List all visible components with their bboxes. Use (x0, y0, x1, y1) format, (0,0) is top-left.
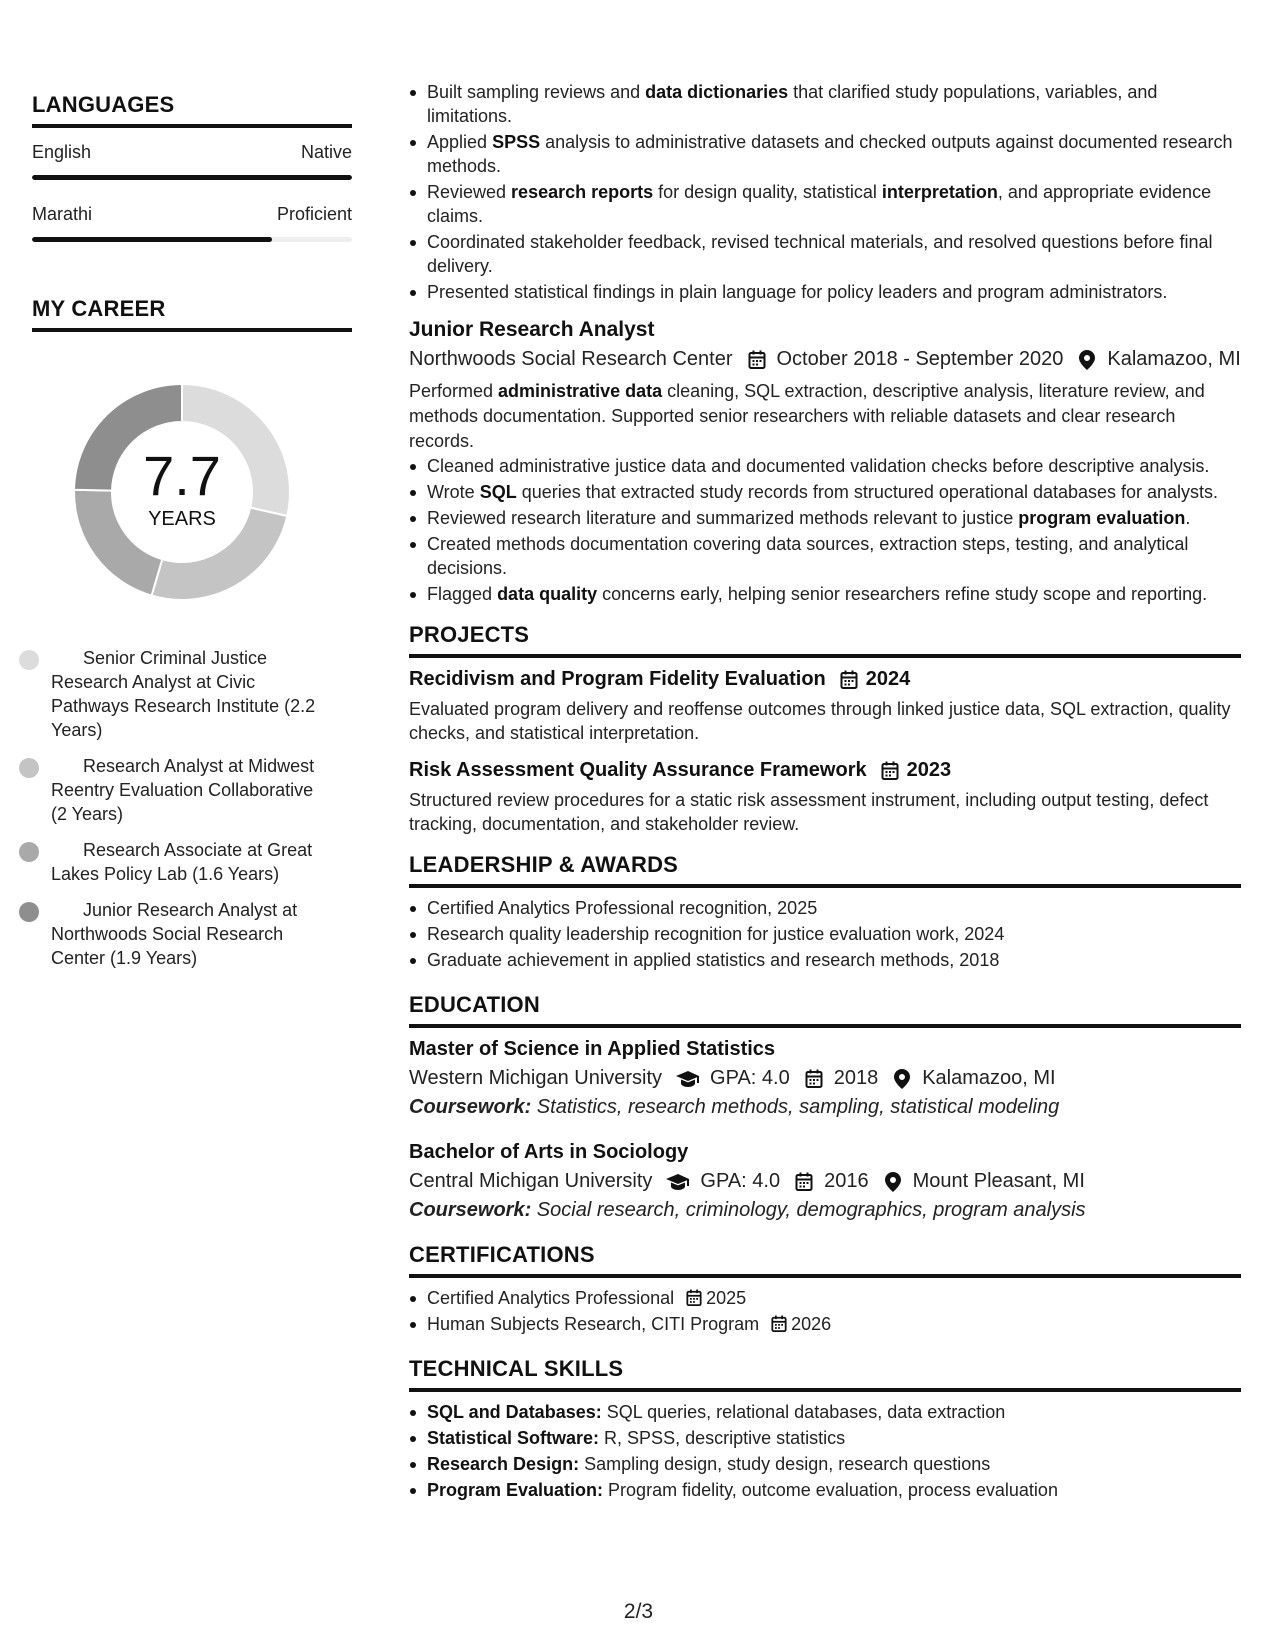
legend-label: Senior Criminal Justice Research Analyst at Civic Pathways Research Institute (2.2 Years) (51, 648, 316, 740)
location-pin-icon (892, 1069, 912, 1089)
legend-dot (19, 902, 39, 922)
education-meta (409, 1170, 1241, 1193)
job-summary (409, 379, 1241, 454)
bullet-item (409, 532, 1241, 580)
bullet-item (409, 130, 1241, 178)
project-title (409, 759, 1241, 782)
legend-dot (19, 842, 39, 862)
job-company: Northwoods Social Research Center (409, 348, 733, 370)
job-meta (409, 348, 1241, 371)
legend-item (51, 646, 322, 742)
calendar-icon (747, 350, 767, 370)
skill-item (409, 1452, 1241, 1476)
education-meta (409, 1067, 1241, 1090)
education-heading: EDUCATION (409, 992, 1241, 1028)
certification-item (409, 1286, 1241, 1310)
language-name: English (32, 142, 92, 162)
graduation-year: 2018 (833, 1067, 879, 1089)
certifications-heading: CERTIFICATIONS (409, 1242, 1241, 1278)
bullet-item-emphasis: program evaluation (1018, 508, 1186, 528)
certification-year: 2025 (706, 1288, 747, 1308)
certification-name: Certified Analytics Professional (427, 1288, 675, 1308)
summary-emphasis: administrative data (498, 381, 663, 401)
bullet-item-text: Reviewed (427, 182, 512, 202)
bullet-item-emphasis: SQL (479, 482, 517, 502)
project-name: Risk Assessment Quality Assurance Framework (409, 759, 867, 781)
leadership-list (409, 896, 1241, 972)
bullet-item (409, 582, 1241, 606)
degree-title: Master of Science in Applied Statistics (409, 1038, 776, 1060)
bullet-item-text: . (1185, 508, 1191, 528)
school-name: Central Michigan University (409, 1170, 653, 1192)
bullet-item (409, 480, 1241, 504)
language-level: Proficient (276, 204, 352, 224)
coursework-label: Coursework: (409, 1096, 532, 1118)
bullet-item-emphasis: data dictionaries (645, 82, 789, 102)
legend-item (51, 838, 322, 886)
school-location: Mount Pleasant, MI (912, 1170, 1085, 1192)
skill-label: Research Design: (427, 1454, 580, 1474)
calendar-icon (686, 1289, 702, 1307)
skill-value: R, SPSS, descriptive statistics (599, 1428, 846, 1448)
bullet-item-text: for design quality, statistical (653, 182, 882, 202)
right-column (409, 80, 1241, 1504)
certification-name: Human Subjects Research, CITI Program (427, 1314, 760, 1334)
job-title: Junior Research Analyst (409, 318, 655, 341)
coursework-text: Statistics, research methods, sampling, statistical modeling (531, 1096, 1060, 1118)
previous-job-bullets (409, 80, 1241, 304)
skill-item (409, 1478, 1241, 1502)
bullet-item-text: Flagged (427, 584, 498, 604)
degree-title: Bachelor of Arts in Sociology (409, 1141, 689, 1163)
bullet-item-text: analysis to administrative datasets and checked outputs against documented research methods. (427, 132, 1233, 176)
job-location: Kalamazoo, MI (1107, 348, 1241, 370)
legend-dot (19, 758, 39, 778)
language-bar-fill (32, 237, 272, 242)
skill-label: Statistical Software: (427, 1428, 600, 1448)
bullet-item-text: Wrote (427, 482, 480, 502)
bullet-item-text: Coordinated stakeholder feedback, revised technical materials, and resolved questions before final delivery. (427, 232, 1213, 276)
graduation-cap-icon (666, 1172, 690, 1192)
page-number (0, 1600, 1275, 1624)
language-item (32, 204, 352, 242)
legend-label: Research Analyst at Midwest Reentry Evaluation Collaborative (2 Years) (51, 756, 315, 824)
donut-center (62, 372, 302, 612)
skill-value: Sampling design, study design, research questions (579, 1454, 991, 1474)
projects-heading: PROJECTS (409, 622, 1241, 658)
skills-heading: TECHNICAL SKILLS (409, 1356, 1241, 1392)
career-total-unit: YEARS (148, 507, 216, 530)
legend-label: Junior Research Analyst at Northwoods Social Research Center (1.9 Years) (51, 900, 298, 968)
coursework-label: Coursework: (409, 1199, 532, 1221)
bullet-item (409, 454, 1241, 478)
bullet-item-emphasis: data quality (497, 584, 598, 604)
bullet-item-text: , and appropriate evidence claims. (427, 182, 1212, 226)
language-level: Native (300, 142, 352, 162)
leadership-item: Certified Analytics Professional recognition, 2025 (409, 896, 1241, 920)
coursework (409, 1199, 1241, 1222)
calendar-icon (881, 761, 899, 781)
coursework-text: Social research, criminology, demographics, program analysis (531, 1199, 1086, 1221)
legend-item (51, 898, 322, 970)
bullet-item (409, 280, 1241, 304)
summary-text: cleaning, SQL extraction, descriptive analysis, literature review, and methods documentation. Supported senior researchers with reliable datasets and clear research records. (409, 381, 1205, 451)
calendar-icon (804, 1069, 824, 1089)
job-dates: October 2018 - September 2020 (776, 348, 1064, 370)
education-section (409, 992, 1241, 1222)
bullet-item (409, 180, 1241, 228)
language-bar-fill (32, 175, 352, 180)
languages-heading: LANGUAGES (32, 92, 352, 128)
calendar-icon (771, 1315, 787, 1333)
calendar-icon (794, 1172, 814, 1192)
leadership-item: Research quality leadership recognition for justice evaluation work, 2024 (409, 922, 1241, 946)
skill-item (409, 1400, 1241, 1424)
bullet-item-emphasis: research reports (511, 182, 654, 202)
project-year: 2024 (865, 668, 911, 690)
project-title (409, 668, 1241, 691)
job-bullets (409, 454, 1241, 606)
coursework (409, 1096, 1241, 1119)
career-donut-chart (62, 372, 302, 612)
skill-item (409, 1426, 1241, 1450)
skill-label: Program Evaluation: (427, 1480, 604, 1500)
bullet-item-text: Created methods documentation covering data sources, extraction steps, testing, and analytical decisions. (427, 534, 1189, 578)
gpa: GPA: 4.0 (700, 1170, 781, 1192)
bullet-item-text: queries that extracted study records from structured operational databases for analysts. (516, 482, 1219, 502)
career-total-years: 7.7 (143, 443, 221, 507)
project-description: Evaluated program delivery and reoffense outcomes through linked justice data, SQL extraction, quality checks, and statistical interpretation. (409, 699, 1231, 743)
language-item (32, 142, 352, 180)
skills-section (409, 1356, 1241, 1502)
bullet-item-text: Presented statistical findings in plain language for policy leaders and program administrators. (427, 282, 1168, 302)
bullet-item-emphasis: SPSS (492, 132, 541, 152)
gpa: GPA: 4.0 (710, 1067, 790, 1089)
location-pin-icon (1077, 350, 1097, 370)
left-column (32, 92, 352, 982)
language-name: Marathi (32, 204, 93, 224)
legend-dot (19, 650, 39, 670)
project-year: 2023 (906, 759, 952, 781)
project-description: Structured review procedures for a static risk assessment instrument, including output testing, defect tracking, documentation, and stakeholder review. (409, 790, 1209, 834)
skill-label: SQL and Databases: (427, 1402, 602, 1422)
leadership-item: Graduate achievement in applied statistics and research methods, 2018 (409, 948, 1241, 972)
leadership-heading: LEADERSHIP & AWARDS (409, 852, 1241, 888)
legend-item (51, 754, 322, 826)
language-bar (32, 237, 352, 242)
bullet-item-text: concerns early, helping senior researchers refine study scope and reporting. (597, 584, 1208, 604)
certification-item (409, 1312, 1241, 1336)
summary-text: Performed (409, 381, 499, 401)
certification-year: 2026 (791, 1314, 832, 1334)
leadership-section (409, 852, 1241, 972)
graduation-cap-icon (676, 1069, 700, 1089)
bullet-item (409, 80, 1241, 128)
bullet-item-text: that clarified study populations, variables, and limitations. (427, 82, 1158, 126)
bullet-item (409, 230, 1241, 278)
school-location: Kalamazoo, MI (922, 1067, 1056, 1089)
bullet-item-text: Reviewed research literature and summarized methods relevant to justice (427, 508, 1019, 528)
bullet-item-text: Built sampling reviews and (427, 82, 646, 102)
skill-value: SQL queries, relational databases, data extraction (601, 1402, 1006, 1422)
school-name: Western Michigan University (409, 1067, 663, 1089)
calendar-icon (840, 670, 858, 690)
bullet-item-text: Cleaned administrative justice data and documented validation checks before descriptive analysis. (427, 456, 1210, 476)
career-heading: MY CAREER (32, 296, 352, 332)
language-bar (32, 175, 352, 180)
career-legend (32, 646, 322, 970)
graduation-year: 2016 (824, 1170, 869, 1192)
skills-list (409, 1400, 1241, 1502)
certifications-list (409, 1286, 1241, 1336)
bullet-item-text: Applied (427, 132, 493, 152)
location-pin-icon (883, 1172, 903, 1192)
certifications-section (409, 1242, 1241, 1336)
skill-value: Program fidelity, outcome evaluation, process evaluation (603, 1480, 1058, 1500)
page-number-text: 2/3 (623, 1600, 654, 1623)
bullet-item (409, 506, 1241, 530)
legend-label: Research Associate at Great Lakes Policy Lab (1.6 Years) (51, 840, 313, 884)
project-name: Recidivism and Program Fidelity Evaluation (409, 668, 826, 690)
bullet-item-emphasis: interpretation (881, 182, 998, 202)
projects-section (409, 622, 1241, 836)
